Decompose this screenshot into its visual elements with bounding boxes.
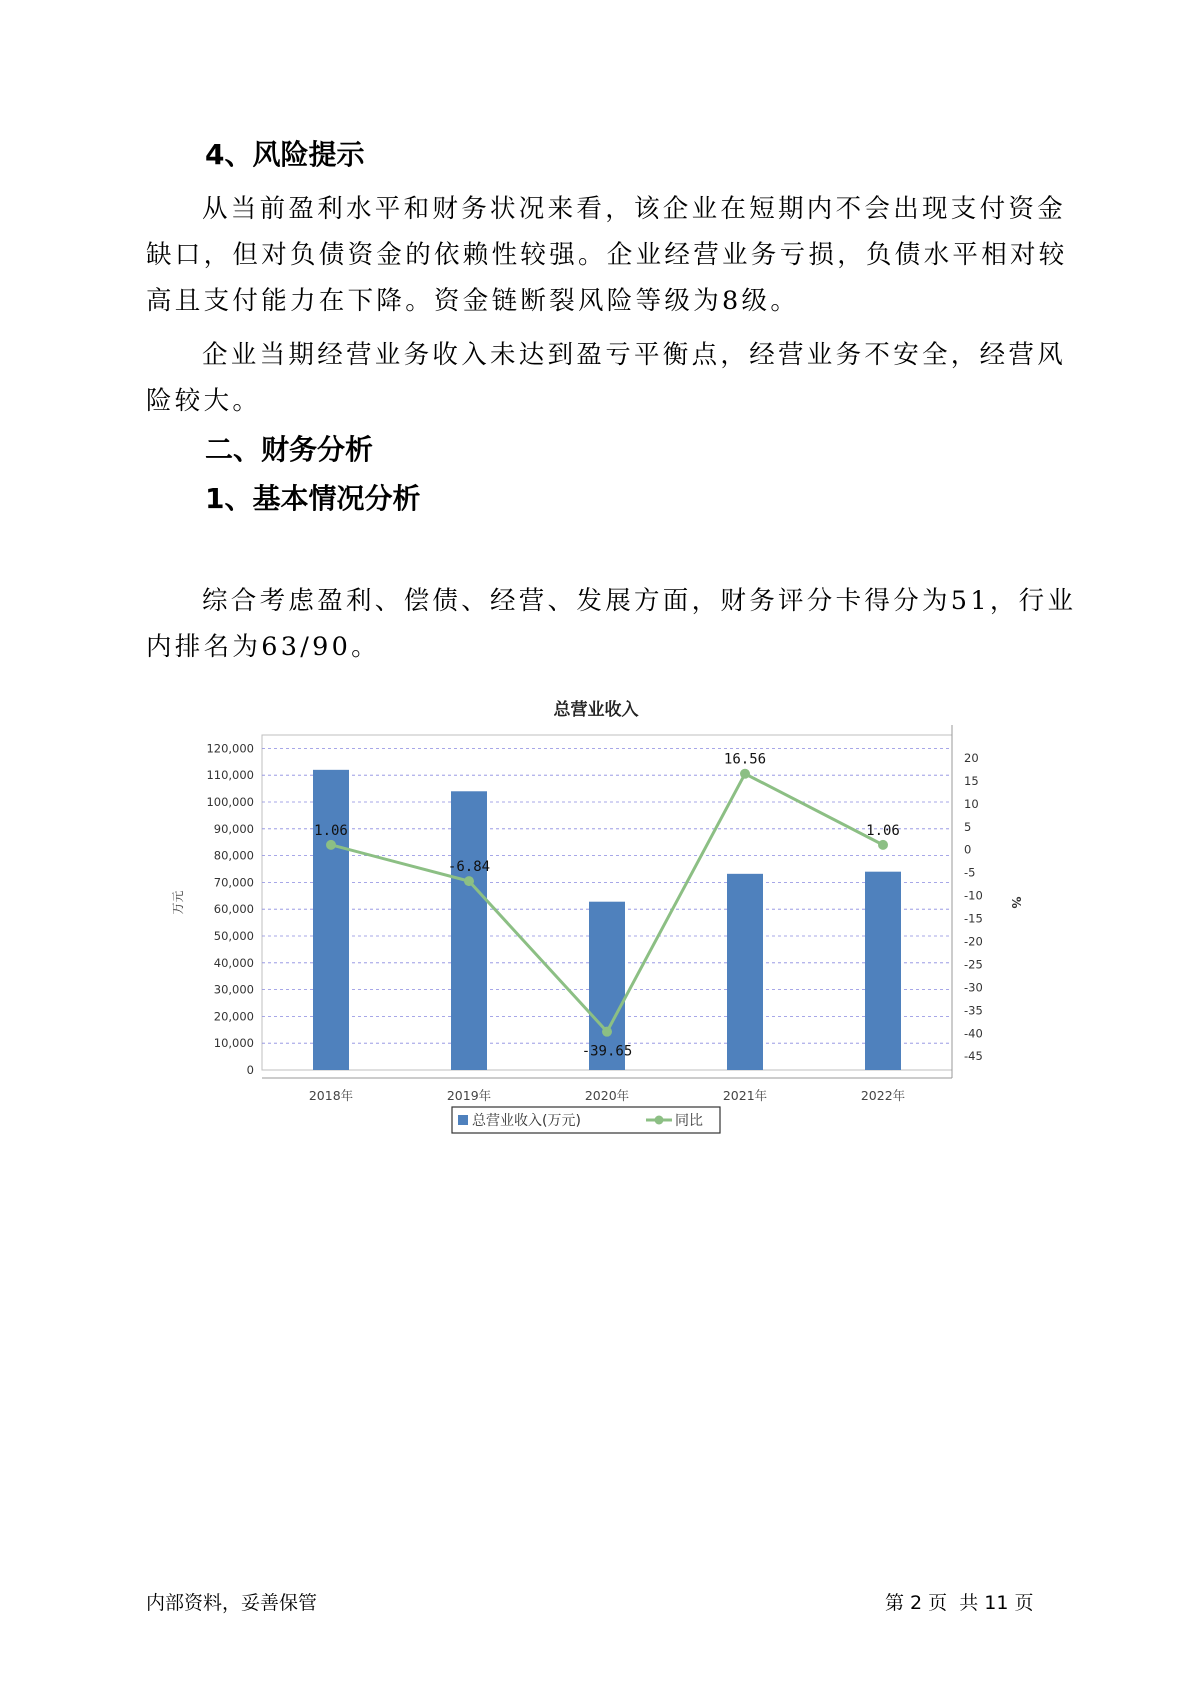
legend-bar-swatch [458,1115,468,1125]
y-tick-label: 70,000 [213,875,254,890]
y2-tick-label: -40 [964,1026,983,1041]
heading-risk: 4、风险提示 [205,138,365,171]
y2-tick-label: -45 [964,1049,983,1064]
data-label: -39.65 [581,1043,633,1060]
data-label: 16.56 [723,751,767,768]
risk-paragraph-2 [146,332,1067,424]
x-tick-label: 2018年 [308,1088,354,1103]
y-tick-label: 100,000 [206,795,254,809]
y-tick-label: 40,000 [213,955,254,970]
y2-tick-label: 0 [964,842,972,857]
x-tick-label: 2019年 [446,1088,492,1103]
y-tick-label: 50,000 [213,929,254,943]
text-line: 企业当期经营业务收入未达到盈亏平衡点，经营业务不安全，经营风 [202,340,1067,370]
yoy-point [602,1027,612,1037]
risk-paragraph-1 [146,186,1068,324]
y-tick-label: 30,000 [213,982,254,997]
bar [313,770,349,1070]
y2-tick-label: 15 [964,773,979,788]
text-line: 缺口，但对负债资金的依赖性较强。企业经营业务亏损，负债水平相对较 [146,240,1068,270]
data-label: -6.84 [447,859,491,876]
yoy-point [464,876,474,886]
yoy-point [878,840,888,850]
heading-basic: 1、基本情况分析 [205,482,421,515]
y2-tick-label: -10 [964,888,983,903]
y2-tick-label: -30 [964,980,983,995]
legend-bar-label: 总营业收入(万元) [472,1113,581,1129]
y-tick-label: 120,000 [206,741,254,756]
legend-line-marker [655,1116,664,1125]
y-tick-label: 60,000 [213,902,254,917]
text-line: 高且支付能力在下降。资金链断裂风险等级为8级。 [146,286,800,316]
x-tick-label: 2020年 [584,1088,630,1103]
revenue-chart [160,685,1040,1150]
text-line: 险较大。 [146,386,262,416]
yoy-point [740,769,750,779]
y-tick-label: 110,000 [206,768,254,783]
y-axis-label: 万元 [171,890,185,915]
text-line: 内排名为63/90。 [146,632,380,662]
y-tick-label: 80,000 [213,848,254,863]
data-label: 1.06 [314,822,348,839]
chart-title: 总营业收入 [553,700,639,720]
y-tick-label: 0 [246,1063,254,1077]
y2-axis-label: % [1009,896,1023,909]
bar [727,874,763,1070]
y2-tick-label: -35 [964,1003,983,1018]
y-tick-label: 20,000 [213,1009,254,1024]
y2-tick-label: -5 [964,865,976,880]
y2-tick-label: -25 [964,957,983,972]
legend-line-label: 同比 [675,1113,703,1129]
y-tick-label: 90,000 [213,821,254,836]
data-label: 1.06 [866,822,900,839]
bar [451,791,487,1070]
y2-tick-label: 10 [964,796,979,811]
text-line: 综合考虑盈利、偿债、经营、发展方面，财务评分卡得分为51，行业 [202,586,1077,616]
y2-tick-label: -20 [964,934,983,949]
yoy-point [326,840,336,850]
bar [865,872,901,1070]
x-tick-label: 2022年 [860,1088,906,1103]
y-tick-label: 10,000 [213,1036,254,1051]
y2-tick-label: 20 [964,750,979,765]
heading-finance: 二、财务分析 [205,433,374,466]
x-tick-label: 2021年 [722,1088,768,1103]
footer-confidential: 内部资料，妥善保管 [146,1592,318,1614]
basic-paragraph [146,578,1077,670]
footer-page-number: 第 2 页 共 11 页 [885,1592,1034,1614]
text-line: 从当前盈利水平和财务状况来看，该企业在短期内不会出现支付资金 [202,194,1067,224]
y2-tick-label: -15 [964,911,983,926]
y2-tick-label: 5 [964,819,972,834]
